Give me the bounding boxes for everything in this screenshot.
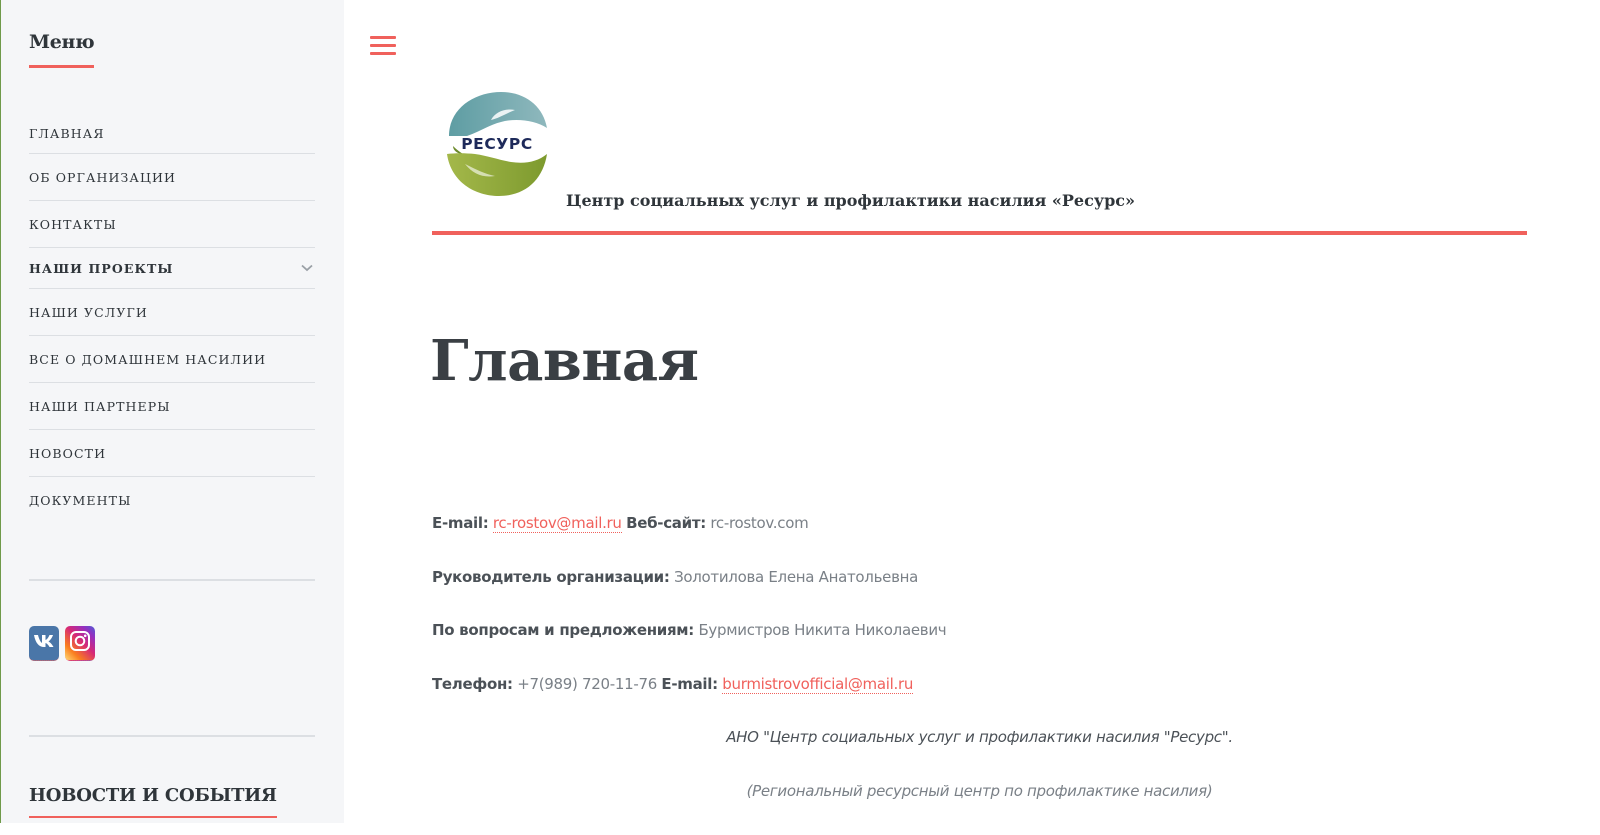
sidebar-item-label: ДОКУМЕНТЫ [29,493,131,508]
header-divider [432,231,1527,235]
sidebar-item-label: ГЛАВНАЯ [29,126,105,141]
sidebar-item-domestic-violence[interactable] [29,336,315,383]
sidebar-menu-title: Меню [29,0,94,68]
head-value: Золотилова Елена Анатольевна [674,568,918,586]
sidebar-divider [29,735,315,737]
sidebar-item-contacts[interactable] [29,201,315,248]
contact-line-head [432,568,1527,622]
page-content [432,514,1527,835]
site-logo[interactable] [445,90,549,198]
org-subtitle: (Региональный ресурсный центр по профилактике насилия) [432,782,1527,835]
hamburger-menu-icon[interactable] [370,36,396,58]
sidebar-item-label: ОБ ОРГАНИЗАЦИИ [29,170,176,185]
sidebar-nav [29,114,315,524]
questions-label: По вопросам и предложениям: [432,621,694,639]
contact-line-questions [432,621,1527,675]
questions-value: Бурмистров Никита Николаевич [698,621,946,639]
sidebar-item-home[interactable] [29,114,315,154]
vk-icon[interactable] [29,626,59,661]
sidebar-item-about[interactable] [29,154,315,201]
sidebar-item-label: НАШИ УСЛУГИ [29,305,148,320]
website-value: rc-rostov.com [710,514,808,532]
site-title[interactable]: Центр социальных услуг и профилактики насилия «Ресурс» [566,191,1135,210]
email-link[interactable]: rc-rostov@mail.ru [493,514,622,533]
instagram-icon[interactable] [65,626,95,661]
page-title: Главная [430,328,699,394]
sidebar-item-partners[interactable] [29,383,315,430]
org-name: АНО "Центр социальных услуг и профилактики насилия "Ресурс". [432,728,1527,782]
sidebar-item-label: ВСЕ О ДОМАШНЕМ НАСИЛИИ [29,352,266,367]
sidebar-item-projects[interactable] [29,248,315,289]
sidebar-news-title: НОВОСТИ И СОБЫТИЯ [29,785,277,818]
logo-wordmark: РЕСУРС [461,135,533,153]
sidebar [1,0,344,823]
phone-label: Телефон: [432,675,513,693]
email2-label: E-mail: [661,675,717,693]
phone-value: +7(989) 720-11-76 [517,675,657,693]
email-label: E-mail: [432,514,488,532]
contact-line-email [432,514,1527,568]
social-links [29,626,95,661]
sidebar-item-news[interactable] [29,430,315,477]
sidebar-item-documents[interactable] [29,477,315,524]
contact-line-phone [432,675,1527,729]
sidebar-item-label: КОНТАКТЫ [29,217,117,232]
sidebar-divider [29,579,315,581]
sidebar-item-label: НАШИ ПАРТНЕРЫ [29,399,171,414]
head-label: Руководитель организации: [432,568,670,586]
sidebar-item-label: НОВОСТИ [29,446,106,461]
email2-link[interactable]: burmistrovofficial@mail.ru [722,675,913,694]
sidebar-item-label: НАШИ ПРОЕКТЫ [29,261,174,276]
website-label: Веб-сайт: [626,514,706,532]
sidebar-item-services[interactable] [29,289,315,336]
chevron-down-icon[interactable] [299,260,315,276]
